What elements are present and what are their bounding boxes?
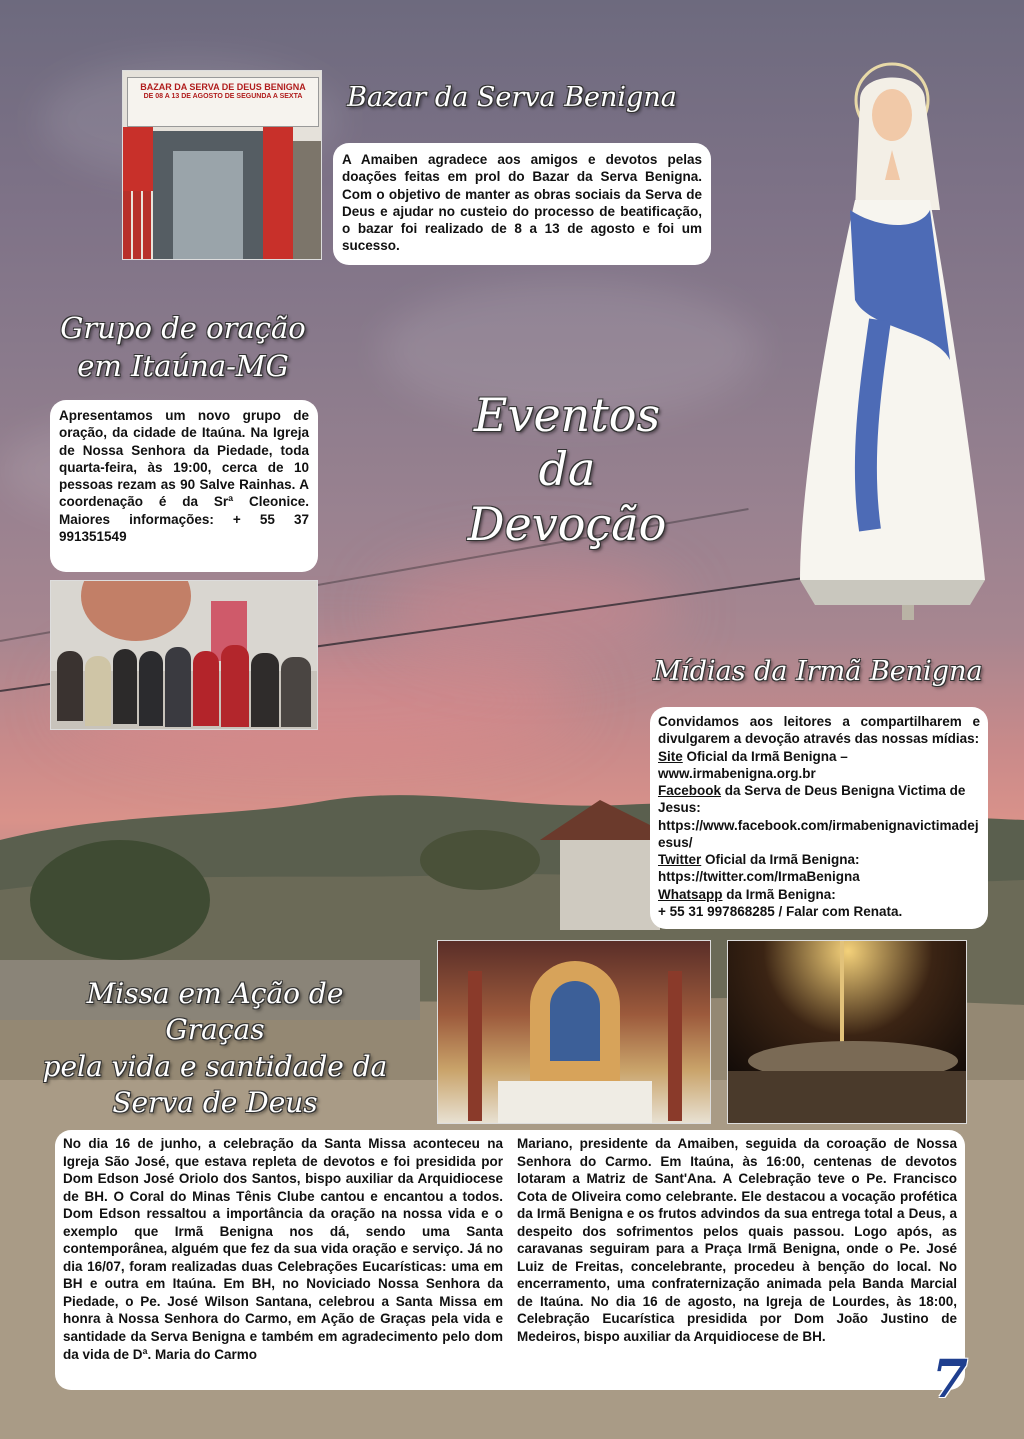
missa-text-box [55, 1130, 965, 1390]
bazar-photo [122, 70, 322, 260]
grupo-title [48, 310, 318, 385]
main-title [452, 388, 682, 551]
midias-text-box [650, 707, 988, 929]
bazar-text: A Amaiben agradece aos amigos e devotos pelas doações feitas em prol do Bazar da Serva Benigna. Com o objetivo de manter as obras sociais da Serva de Deus e ajudar no custeio do processo de beatificação, o bazar foi realizado de 8 a 13 de agosto e foi um sucesso. [342, 152, 702, 254]
bazar-title: Bazar da Serva Benigna [347, 82, 677, 113]
missa-col-2 [517, 1135, 957, 1346]
twitter-url[interactable]: https://twitter.com/IrmaBenigna [658, 869, 860, 885]
missa-title [40, 976, 390, 1122]
site-link[interactable]: Site [658, 748, 683, 764]
facebook-url[interactable]: https://www.facebook.com/irmabenignavictimadejesus/ [658, 817, 979, 850]
twitter-text: Oficial da Irmã Benigna: [701, 852, 860, 868]
facebook-link[interactable]: Facebook [658, 783, 722, 799]
site-text: Oficial da Irmã Benigna – www.irmabenigna.org.br [658, 748, 848, 781]
main-title-line: da [538, 442, 596, 497]
our-lady-statue [760, 60, 1020, 620]
midias-title: Mídias da Irmã Benigna [653, 656, 983, 687]
whatsapp-link[interactable]: Whatsapp [658, 886, 723, 902]
grupo-text-box [50, 400, 318, 572]
church-photo [437, 940, 711, 1124]
grupo-title-line: em Itaúna-MG [77, 348, 289, 383]
facebook-text: da Serva de Deus Benigna Victima de Jesus: [658, 783, 966, 816]
bazar-banner-line: BAZAR DA SERVA DE DEUS BENIGNA [140, 82, 306, 92]
grupo-photo [50, 580, 318, 730]
grupo-text: Apresentamos um novo grupo de oração, da cidade de Itaúna. Na Igreja de Nossa Senhora da Piedade, toda quarta-feira, às 19:00, cerca de 10 pessoas rezam as 90 Salve Rainhas. A coordenação é da Srª Cleonice. Maiores informações: + 55 37 991351549 [59, 408, 309, 544]
bazar-text-box [333, 143, 711, 265]
missa-title-line: pela vida e santidade da [42, 1049, 388, 1083]
grupo-title-line: Grupo de oração [60, 311, 306, 345]
bazar-banner-line: DE 08 A 13 DE AGOSTO DE SEGUNDA A SEXTA [143, 93, 303, 101]
missa-text-col2: Mariano, presidente da Amaiben, seguida da coroação de Nossa Senhora do Carmo. Em Itaúna, às 16:00, centenas de devotos lotaram a Matriz de Sant'Ana. A Celebração teve o Pe. Francisco Cota de Oliveira como celebrante. Ele destacou a vocação profética da Irmã Benigna e os frutos advindos da sua entrega total a Deus, a despeito dos sofrimentos pelos quais passou. Logo após, as caravanas seguiram para a Praça Irmã Benigna, onde o Pe. José Luiz de Freitas, concelebrante, procedeu à benção do local. No encerramento, uma confraternização animada pela Banda Marcial de Itaúna. No dia 16 de agosto, na Igreja de Lourdes, às 18:00, Celebração Eucarística presidida por Dom João Justino de Medeiros, bispo auxiliar da Arquidiocese de BH. [517, 1136, 957, 1345]
night-procession-photo [727, 940, 967, 1124]
missa-text-col1: No dia 16 de junho, a celebração da Santa Missa aconteceu na Igreja São José, que estava repleta de devotos e foi presidida por Dom Edson José Oriolo dos Santos, bispo auxiliar da Arquidiocese de BH. O Coral do Minas Tênis Clube cantou e encantou a todos. Dom Edson ressaltou a importância da oração na nossa vida e o exemplo que Irmã Benigna nos dá, sendo uma Santa contemporânea, alguém que fez da sua vida oração e serviço. Já no dia 16/07, foram realizadas duas Celebrações Eucarísticas: uma em BH e outra em Itaúna. Em BH, no Noviciado Nossa Senhora da Piedade, o Pe. José Wilson Santana, celebrou a Santa Missa em honra à Nossa Senhora do Carmo, em Ação de Graças pela vida e santidade da Serva Benigna e também em agradecimento pelo dom da vida de Dª. Maria do Carmo [63, 1136, 503, 1362]
bazar-banner [127, 77, 319, 127]
missa-col-1 [63, 1135, 503, 1363]
main-title-line: Devoção [467, 496, 667, 551]
twitter-link[interactable]: Twitter [658, 852, 702, 868]
whatsapp-text: da Irmã Benigna: [722, 886, 836, 902]
page-number: 7 [931, 1349, 969, 1410]
sunset-glow [380, 560, 680, 660]
whatsapp-number: + 55 31 997868285 / Falar com Renata. [658, 903, 903, 919]
missa-title-line: Missa em Ação de Graças [86, 977, 344, 1047]
missa-title-line: Serva de Deus [112, 1086, 318, 1120]
main-title-line: Eventos [473, 388, 661, 442]
midias-intro: Convidamos aos leitores a compartilharem e divulgarem a devoção através das nossas mídias: [658, 714, 980, 747]
